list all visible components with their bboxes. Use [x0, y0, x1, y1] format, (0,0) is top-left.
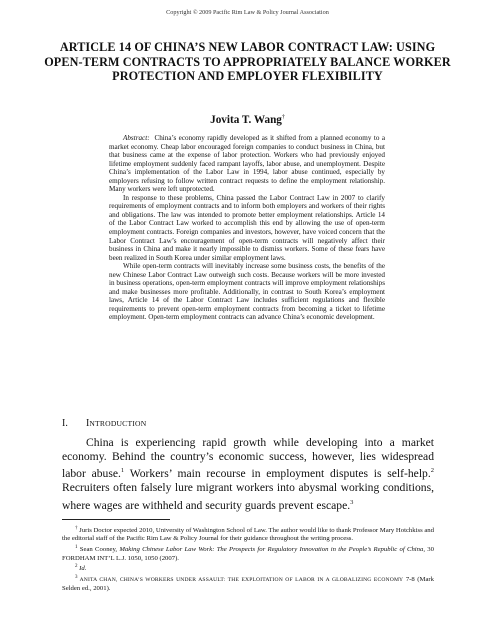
footnote-1-author: Sean Cooney,: [77, 546, 120, 554]
footnote-ref-3[interactable]: 3: [350, 498, 354, 506]
body-sentence-2: Workers’ main recourse in employment disputes is self-help.: [124, 467, 431, 481]
abstract-paragraph-1: [109, 134, 385, 194]
section-heading: [62, 418, 146, 429]
author-footnote-mark: †: [281, 114, 285, 121]
author-name-text: Jovita T. Wang: [210, 114, 282, 126]
footnote-3-book: ANITA CHAN, CHINA’S WORKERS UNDER ASSAULT: THE EXPLOITATION OF LABOR IN A GLOBALIZING ECONOMY: [77, 577, 404, 584]
footnote-ref-2[interactable]: 2: [430, 467, 434, 475]
footnote-author: [62, 525, 434, 544]
abstract-paragraph-2: In response to these problems, China passed the Labor Contract Law in 2007 to clarify requirements of employment contracts and to inform both employers and workers of their rights and obligations. The law was intended to promote better employment relationships. Article 14 of the Labor Contract Law worked to accomplish this end by allowing the use of open-term employment contracts. Foreign companies and investors, however, have voiced concern that the Labor Contract Law’s encouragement of open-term contracts will negatively affect their business in China and make it nearly impossible to dismiss workers. Some of these fears have been realized in South Korea under similar employment laws.: [109, 193, 385, 262]
body-sentence-3: Recruiters often falsely lure migrant workers into abysmal working conditions, where wages are withheld and security guards prevent escape.: [62, 481, 434, 512]
footnote-3-cite: 7-8 (Mark Selden ed., 2001).: [62, 576, 434, 592]
body-text: [62, 436, 434, 513]
footnote-mark-2: 2: [75, 564, 78, 570]
footnotes: [62, 525, 434, 593]
abstract-label: Abstract:: [123, 134, 150, 142]
section-heading-initial: I: [86, 418, 90, 429]
footnote-2: [62, 563, 434, 573]
section-number: I.: [62, 418, 68, 429]
footnote-2-text: Id.: [79, 565, 87, 573]
article-title: ARTICLE 14 OF CHINA’S NEW LABOR CONTRACT LAW: USING OPEN-TERM CONTRACTS TO APPROPRIATELY BALANCE WORKER PROTECTION AND EMPLOYER FLEXIBILITY: [44, 40, 451, 84]
footnote-ref-1[interactable]: 1: [120, 467, 125, 475]
section-heading-rest: NTRODUCTION: [89, 419, 147, 428]
footnote-1: [62, 544, 434, 563]
abstract-paragraph-3: While open-term contracts will inevitably increase some business costs, the benefits of the new Chinese Labor Contract Law outweigh such costs. Because workers will be more invested in business operations, open-term employment contracts will improve employment relationships and make businesses more profitable. Additionally, in contrast to South Korea’s employment laws, Article 14 of the Labor Contract Law includes sufficient regulations and flexible requirements to prevent open-term employment contracts from becoming a ticket to lifetime employment. Open-term employment contracts can advance China’s economic development.: [109, 262, 385, 322]
footnote-author-text: Juris Doctor expected 2010, University of Washington School of Law. The author would like to thank Professor Mary Hotchkiss and the editorial staff of the Pacific Rim Law & Policy Journal for their guidance throughout the writing process.: [62, 527, 434, 543]
footnote-divider: [62, 519, 170, 520]
footnote-1-cite: , 30 FORDHAM INT’L L.J. 1050, 1050 (2007).: [62, 546, 434, 562]
footnote-mark-3: 3: [75, 575, 78, 581]
footnote-mark-dagger: †: [75, 526, 78, 531]
abstract-p1-text: China’s economy rapidly developed as it shifted from a planned economy to a market economy. Cheap labor encouraged foreign companies to conduct business in China, but that business came at the expense of labor protection. Workers who had previously enjoyed lifetime employment suddenly faced rampant layoffs, labor abuse, and unemployment. Despite China’s implementation of the Labor Law in 1994, labor abuse continued, especially by employers refusing to follow written contract requests to define the employment relationship. Many workers were left unprotected.: [109, 134, 385, 194]
author-name: [0, 114, 495, 126]
copyright-notice: Copyright © 2009 Pacific Rim Law & Policy Journal Association: [166, 9, 329, 16]
abstract: [109, 134, 385, 322]
body-paragraph: [62, 436, 434, 513]
body-sentence-1: China is experiencing rapid growth while developing into a market economy. Behind the country’s economic success, however, lies widespread labor abuse.: [62, 436, 434, 481]
footnote-3: [62, 574, 434, 593]
footnote-mark-1: 1: [75, 545, 78, 551]
footnote-1-title: Making Chinese Labor Law Work: The Prospects for Regulatory Innovation in the People’s Republic of China: [119, 546, 424, 554]
